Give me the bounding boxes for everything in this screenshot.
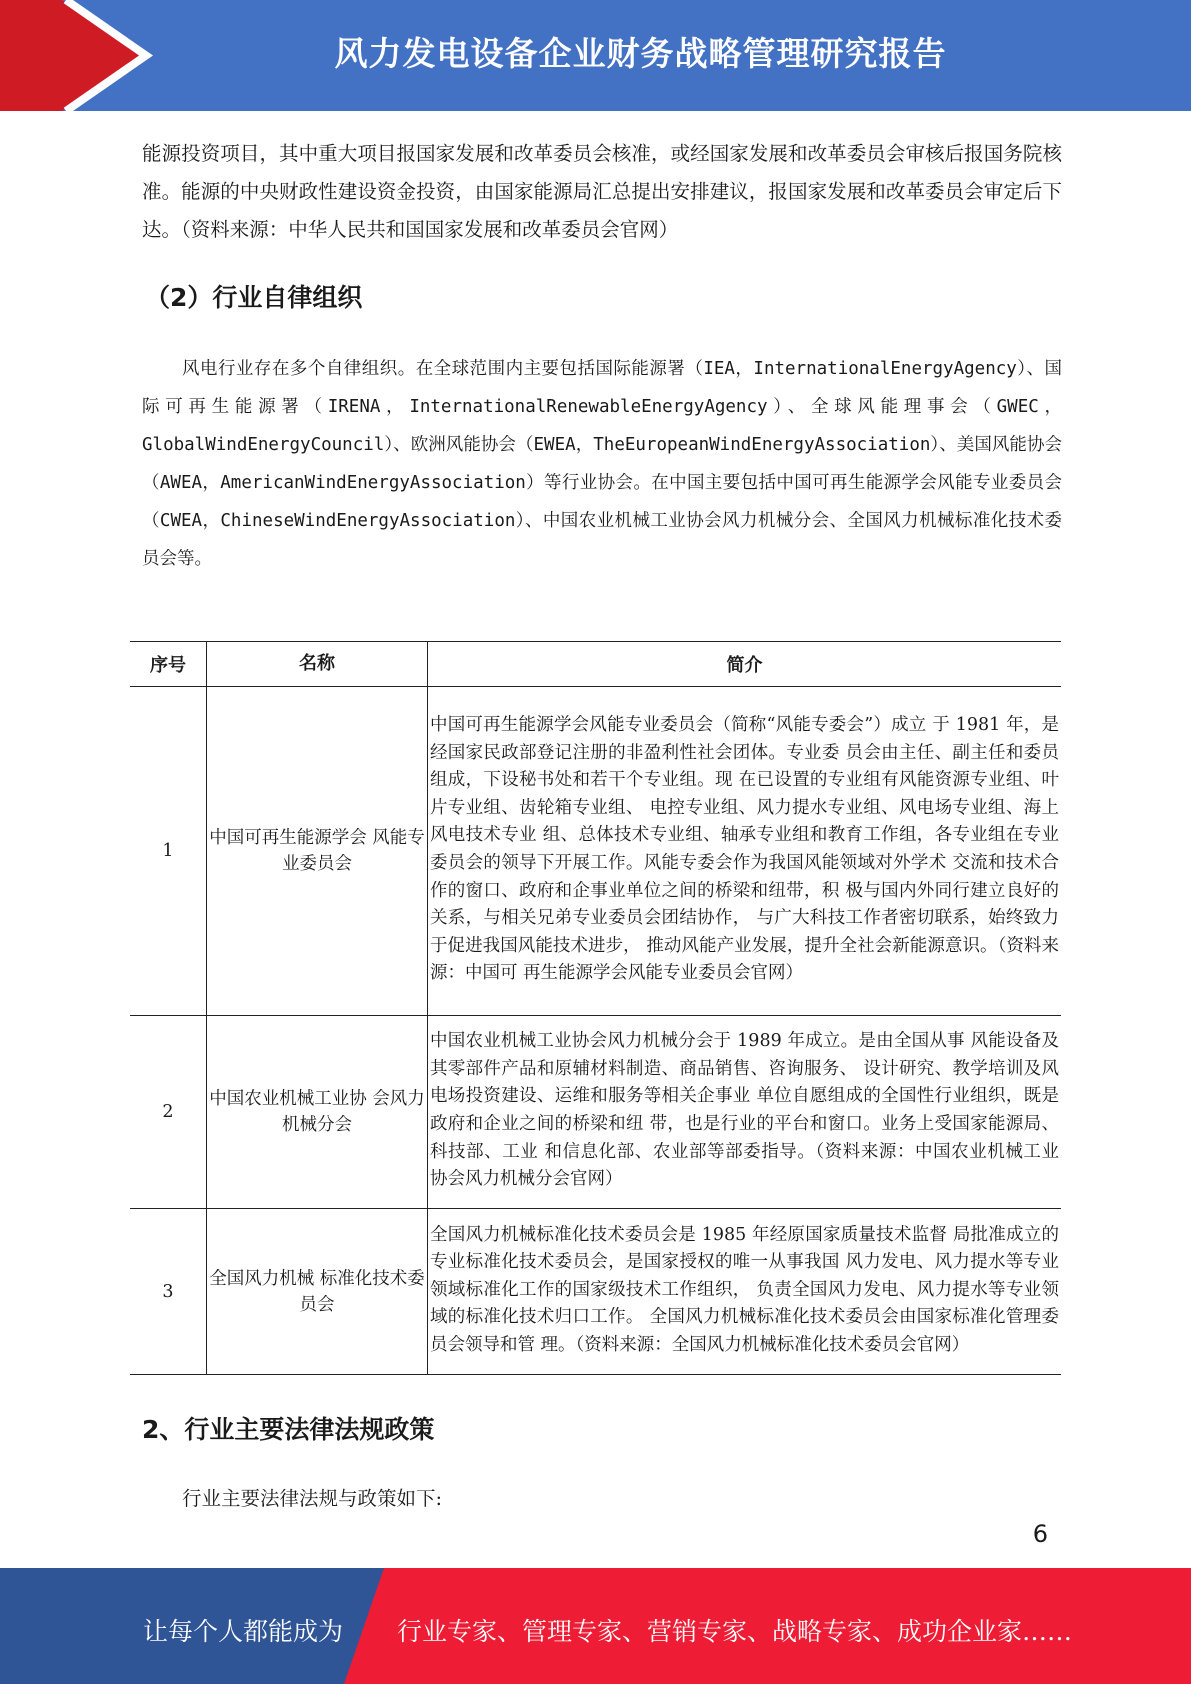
row-number: 1 bbox=[130, 687, 207, 1016]
page-number: 6 bbox=[1032, 1520, 1048, 1548]
org-description: 全国风力机械标准化技术委员会是 1985 年经原国家质量技术监督 局批准成立的专业标准化技术委员会，是国家授权的唯一从事我国 风力发电、风力提水等专业领域标准化工作的国家级技术工作组织， 负责全国风力发电、风力提水等专业领域的标准化技术归口工作。 全国风力机械标准化技术委员会由国家标准化管理委员会领导和管 理。（资料来源：全国风力机械标准化技术委员会官网） bbox=[428, 1209, 1062, 1375]
table-row bbox=[130, 687, 1061, 1016]
footer-slogan-right: 行业专家、管理专家、营销专家、战略专家、成功企业家…… bbox=[397, 1617, 1073, 1646]
laws-intro-paragraph: 行业主要法律法规与政策如下: bbox=[182, 1487, 443, 1510]
row-number: 2 bbox=[130, 1016, 207, 1209]
table-row bbox=[130, 1209, 1061, 1375]
org-name: 中国可再生能源学会 风能专业委员会 bbox=[207, 687, 428, 1016]
table-row bbox=[130, 1016, 1061, 1209]
page-footer bbox=[0, 1568, 1191, 1684]
org-name: 全国风力机械 标准化技术委员会 bbox=[207, 1209, 428, 1375]
intro-paragraph: 能源投资项目，其中重大项目报国家发展和改革委员会核准，或经国家发展和改革委员会审核后报国务院核准。能源的中央财政性建设资金投资，由国家能源局汇总提出安排建议，报国家发展和改革委员会审定后下达。（资料来源：中华人民共和国国家发展和改革委员会官网） bbox=[142, 142, 1062, 241]
org-name: 中国农业机械工业协 会风力机械分会 bbox=[207, 1016, 428, 1209]
report-title: 风力发电设备企业财务战略管理研究报告 bbox=[334, 34, 947, 73]
page-header bbox=[0, 0, 1191, 111]
org-description: 中国农业机械工业协会风力机械分会于 1989 年成立。是由全国从事 风能设备及其零部件产品和原辅材料制造、商品销售、咨询服务、 设计研究、教学培训及风电场投资建设、运维和服务等相关企事业 单位自愿组成的全国性行业组织，既是政府和企业之间的桥梁和纽 带，也是行业的平台和窗口。业务上受国家能源局、科技部、工业 和信息化部、农业部等部委指导。（资料来源：中国农业机械工业 协会风力机械分会官网） bbox=[428, 1016, 1062, 1209]
column-header-no: 序号 bbox=[130, 642, 207, 687]
column-header-name: 名称 bbox=[207, 642, 428, 687]
table-header-row bbox=[130, 642, 1061, 687]
org-description: 中国可再生能源学会风能专业委员会（简称“风能专委会”）成立 于 1981 年，是经国家民政部登记注册的非盈利性社会团体。专业委 员会由主任、副主任和委员组成，下设秘书处和若干个专业组。现 在已设置的专业组有风能资源专业组、叶片专业组、齿轮箱专业组、 电控专业组、风力提水专业组、风电场专业组、海上风电技术专业 组、总体技术专业组、轴承专业组和教育工作组，各专业组在专业 委员会的领导下开展工作。风能专委会作为我国风能领域对外学术 交流和技术合作的窗口、政府和企事业单位之间的桥梁和纽带，积 极与国内外同行建立良好的关系，与相关兄弟专业委员会团结协作， 与广大科技工作者密切联系，始终致力于促进我国风能技术进步， 推动风能产业发展，提升全社会新能源意识。（资料来源：中国可 再生能源学会风能专业委员会官网） bbox=[428, 687, 1062, 1016]
section-heading-self-regulatory: （2）行业自律组织 bbox=[145, 283, 363, 312]
footer-slogan-left: 让每个人都能成为 bbox=[143, 1617, 344, 1646]
row-number: 3 bbox=[130, 1209, 207, 1375]
self-regulatory-paragraph: 风电行业存在多个自律组织。在全球范围内主要包括国际能源署（IEA，InternationalEnergyAgency）、国际可再生能源署（IRENA，InternationalRenewableEnergyAgency）、全球风能理事会（GWEC，GlobalWindEnergyCouncil）、欧洲风能协会（EWEA，TheEuropeanWindEnergyAssociation）、美国风能协会（AWEA，AmericanWindEnergyAssociation）等行业协会。在中国主要包括中国可再生能源学会风能专业委员会（CWEA，ChineseWindEnergyAssociation）、中国农业机械工业协会风力机械分会、全国风力机械标准化技术委员会等。 bbox=[142, 359, 1062, 569]
header-arrow-graphic bbox=[0, 0, 160, 111]
organization-table bbox=[130, 641, 1061, 1375]
section-heading-laws: 2、行业主要法律法规政策 bbox=[142, 1415, 435, 1444]
column-header-desc: 简介 bbox=[428, 642, 1062, 687]
